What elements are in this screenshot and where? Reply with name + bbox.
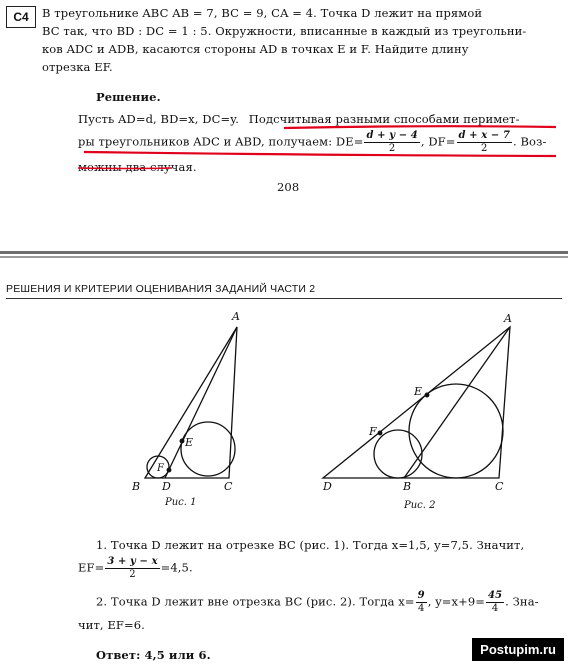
figure-1 [145, 327, 237, 478]
fig1-point-e [180, 439, 184, 443]
df-numerator: d + x − 7 [458, 130, 510, 141]
case-1-denominator: 2 [129, 569, 136, 580]
answer: Ответ: 4,5 или 6. [96, 648, 211, 662]
fig2-point-e [425, 393, 429, 397]
underline-stroke-3 [78, 168, 172, 169]
case-2-conclusion: чит, EF=6. [78, 618, 145, 632]
fig1-label-e: E [185, 436, 194, 449]
case-1-result [78, 556, 193, 581]
case-2-y-denominator: 4 [491, 603, 499, 614]
site-watermark: Postupim.ru [472, 638, 564, 661]
fig1-triangle [145, 327, 237, 478]
df-label: , DF= [420, 134, 456, 149]
df-denominator: 2 [481, 143, 488, 154]
problem-line-4: отрезка EF. [42, 60, 113, 74]
fig2-label-c: C [495, 480, 504, 493]
figure-2 [323, 327, 510, 478]
fig2-label-d: D [323, 480, 332, 493]
case-1-fraction [105, 556, 159, 581]
problem-line-3: ков ADC и ADB, касаются стороны AD в точках E и F. Найдите длину [42, 42, 469, 56]
fig1-label-c: C [224, 480, 233, 493]
de-denominator: 2 [388, 143, 396, 154]
fig1-point-f [167, 468, 171, 472]
geometry-figures [0, 300, 568, 520]
fig2-label-e: E [414, 385, 423, 398]
fig2-label-f: F [369, 425, 377, 438]
problem-number-badge: C4 [6, 6, 36, 28]
problem-line-2: BC так, что BD : DC = 1 : 5. Окружности, вписанные в каждый из треугольни- [42, 24, 527, 38]
fig1-label-d: D [162, 480, 171, 493]
case-1-text: 1. Точка D лежит на отрезке BC (рис. 1). Тогда x=1,5, y=7,5. Значит, [96, 538, 525, 552]
case-1-ef-label: EF= [78, 560, 105, 575]
fig1-segment-ad [165, 327, 237, 478]
fig1-label-f: F [157, 463, 164, 474]
solution-line-3: можны два случая. [78, 160, 197, 174]
page-number: 208 [277, 180, 300, 194]
fig2-caption: Рис. 2 [404, 500, 436, 511]
problem-line-1: В треугольнике ABC AB = 7, BC = 9, CA = 4. Точка D лежит на прямой [42, 6, 483, 20]
fig2-incircle-large [409, 384, 503, 478]
case-2-y-fraction [486, 590, 504, 615]
solution-heading: Решение. [96, 90, 161, 104]
fig2-point-f [378, 431, 382, 435]
underline-stroke-2 [84, 152, 556, 156]
red-underline-marks [0, 0, 568, 200]
solution-line-2-end: . Воз- [513, 134, 547, 149]
header-rule [6, 298, 562, 299]
case-2-part-b: , y=x+9= [427, 594, 486, 609]
case-2-x-numerator: 9 [417, 590, 425, 601]
page-separator-shadow [0, 256, 568, 258]
case-2-part-c: . Зна- [505, 594, 539, 609]
fig2-label-b: B [403, 480, 412, 493]
case-2-x-fraction [416, 590, 427, 615]
underline-stroke-1 [284, 126, 556, 128]
fig1-caption: Рис. 1 [165, 497, 197, 508]
case-2-y-numerator: 45 [488, 590, 503, 601]
fig2-label-a: A [504, 312, 512, 325]
solution-formula-intro: ры треугольников ADC и ABD, получаем: DE= [78, 134, 364, 149]
fig1-label-b: B [132, 480, 141, 493]
case-1-numerator: 3 + y − x [107, 556, 158, 567]
fig1-label-a: A [232, 310, 240, 323]
case-2-text [96, 590, 539, 615]
solution-vars: Пусть AD=d, BD=x, DC=y. [78, 112, 240, 126]
case-1-value: =4,5. [160, 560, 193, 575]
fig1-incircle-large [181, 422, 235, 476]
section-header: РЕШЕНИЯ И КРИТЕРИИ ОЦЕНИВАНИЯ ЗАДАНИЙ ЧАСТИ 2 [6, 283, 316, 295]
de-numerator: d + y − 4 [366, 130, 418, 141]
solution-method: Подсчитывая разными способами перимет- [248, 112, 520, 126]
case-2-x-denominator: 4 [417, 603, 425, 614]
page-separator [0, 251, 568, 254]
case-2-part-a: 2. Точка D лежит вне отрезка BC (рис. 2). Тогда x= [96, 594, 415, 609]
